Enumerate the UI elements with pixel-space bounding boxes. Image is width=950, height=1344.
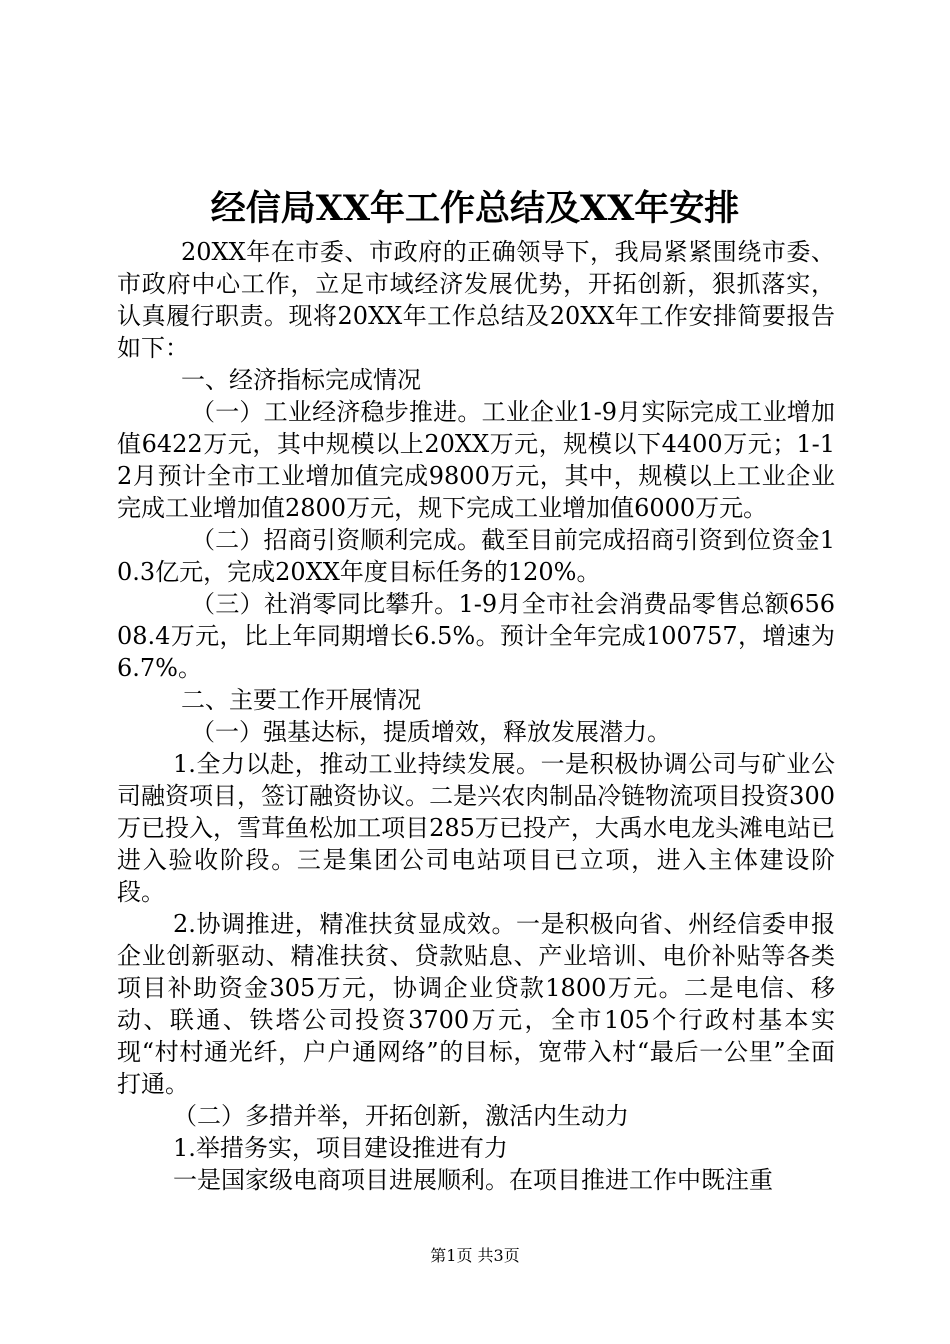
subsection-paragraph-1-2: （二）招商引资顺利完成。截至目前完成招商引资到位资金10.3亿元，完成20XX年度目标任务的120%。 <box>117 526 835 586</box>
subsection-heading-2-1: （一）强基达标，提质增效，释放发展潜力。 <box>191 718 671 746</box>
item-paragraph-2-1-1: 1.全力以赴，推动工业持续发展。一是积极协调公司与矿业公司融资项目，签订融资协议。二是兴农肉制品冷链物流项目投资300万已投入，雪茸鱼松加工项目285万已投产，大禹水电龙头滩电站已进入验收阶段。三是集团公司电站项目已立项，进入主体建设阶段。 <box>117 750 835 906</box>
intro-paragraph: 20XX年在市委、市政府的正确领导下，我局紧紧围绕市委、市政府中心工作，立足市域经济发展优势，开拓创新，狠抓落实，认真履行职责。现将20XX年工作总结及20XX年工作安排简要报告如下： <box>117 238 835 362</box>
document-body <box>117 236 835 1196</box>
item-paragraph-2-1-2: 2.协调推进，精准扶贫显成效。一是积极向省、州经信委申报企业创新驱动、精准扶贫、贷款贴息、产业培训、电价补贴等各类项目补助资金305万元，协调企业贷款1800万元。二是电信、移动、联通、铁塔公司投资3700万元，全市105个行政村基本实现“村村通光纤，户户通网络”的目标，宽带入村“最后一公里”全面打通。 <box>117 910 835 1098</box>
item-paragraph-2-2-1: 一是国家级电商项目进展顺利。在项目推进工作中既注重 <box>173 1166 773 1194</box>
subsection-heading-2-2: （二）多措并举，开拓创新，激活内生动力 <box>173 1102 629 1130</box>
subsection-paragraph-1-1: （一）工业经济稳步推进。工业企业1-9月实际完成工业增加值6422万元，其中规模以上20XX万元，规模以下4400万元；1-12月预计全市工业增加值完成9800万元，其中，规模以上工业企业完成工业增加值2800万元，规下完成工业增加值6000万元。 <box>117 398 835 522</box>
section-heading-1: 一、经济指标完成情况 <box>181 366 421 394</box>
page-footer: 第1页 共3页 <box>430 1246 520 1265</box>
item-heading-2-2-1: 1.举措务实，项目建设推进有力 <box>173 1134 508 1162</box>
subsection-paragraph-1-3: （三）社消零同比攀升。1-9月全市社会消费品零售总额65608.4万元，比上年同期增长6.5%。预计全年完成100757，增速为6.7%。 <box>117 590 835 682</box>
section-heading-2: 二、主要工作开展情况 <box>181 686 421 714</box>
document-title: 经信局XX年工作总结及XX年安排 <box>210 188 740 229</box>
